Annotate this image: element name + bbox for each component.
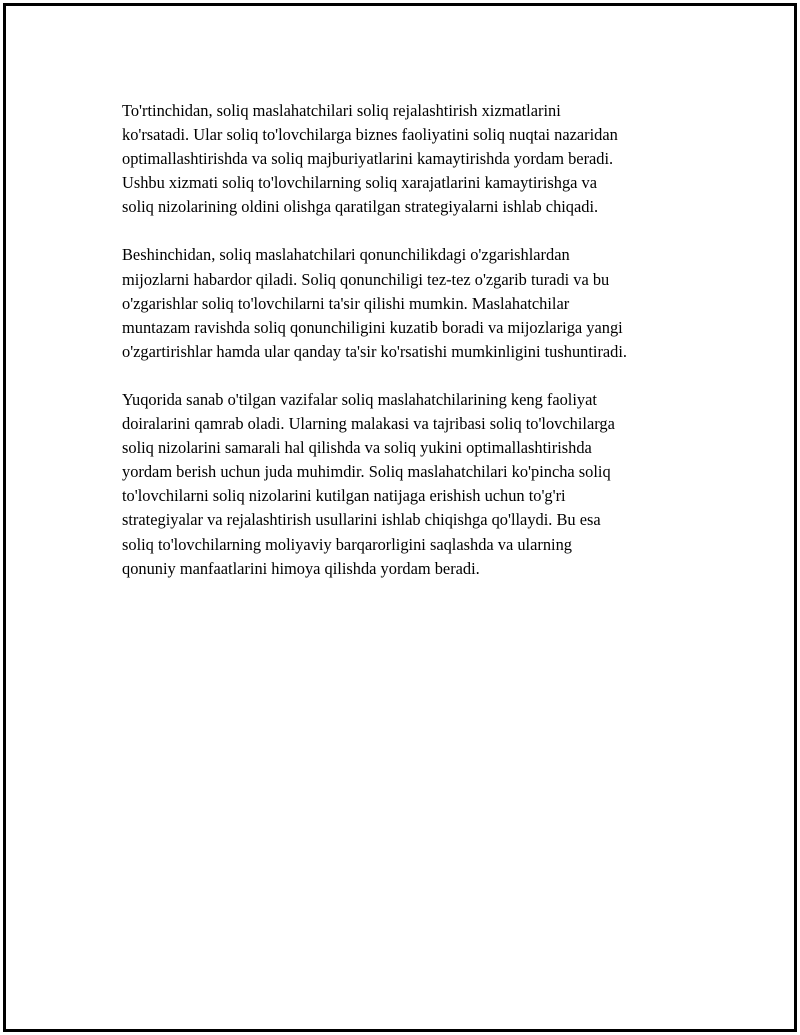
paragraph-line: doiralarini qamrab oladi. Ularning malakasi va tajribasi soliq to'lovchilarga (122, 414, 615, 434)
paragraph-line: o'zgartirishlar hamda ular qanday ta'sir ko'rsatishi mumkinligini tushuntiradi. (122, 341, 628, 361)
paragraph-3 (122, 388, 712, 581)
page-frame (3, 3, 797, 1032)
paragraph-line: strategiyalar va rejalashtirish usullarini ishlab chiqishga qo'llaydi. Bu esa (122, 510, 601, 530)
paragraph-line: o'zgarishlar soliq to'lovchilarni ta'sir qilishi mumkin. Maslahatchilar (122, 293, 570, 313)
paragraph-1 (122, 99, 712, 219)
paragraph-line: qonuniy manfaatlarini himoya qilishda yordam beradi. (122, 558, 480, 578)
document-body (122, 99, 712, 605)
paragraph-2 (122, 243, 712, 363)
paragraph-line: soliq nizolarining oldini olishga qaratilgan strategiyalarni ishlab chiqadi. (122, 197, 599, 217)
paragraph-line: yordam berish uchun juda muhimdir. Soliq maslahatchilari ko'pincha soliq (122, 462, 611, 482)
paragraph-line: to'lovchilarni soliq nizolarini kutilgan natijaga erishish uchun to'g'ri (122, 486, 566, 506)
paragraph-line: muntazam ravishda soliq qonunchiligini kuzatib boradi va mijozlariga yangi (122, 317, 623, 337)
paragraph-line: Yuqorida sanab o'tilgan vazifalar soliq maslahatchilarining keng faoliyat (122, 389, 597, 409)
paragraph-line: To'rtinchidan, soliq maslahatchilari soliq rejalashtirish xizmatlarini (122, 101, 561, 120)
paragraph-line: ko'rsatadi. Ular soliq to'lovchilarga biznes faoliyatini soliq nuqtai nazaridan (122, 125, 618, 145)
paragraph-line: mijozlarni habardor qiladi. Soliq qonunchiligi tez-tez o'zgarib turadi va bu (122, 269, 610, 289)
paragraph-line: soliq to'lovchilarning moliyaviy barqarorligini saqlashda va ularning (122, 534, 572, 554)
paragraph-line: optimallashtirishda va soliq majburiyatlarini kamaytirishda yordam beradi. (122, 149, 614, 169)
paragraph-line: Beshinchidan, soliq maslahatchilari qonunchilikdagi o'zgarishlardan (122, 245, 570, 265)
paragraph-line: Ushbu xizmati soliq to'lovchilarning soliq xarajatlarini kamaytirishga va (122, 173, 597, 193)
paragraph-line: soliq nizolarini samarali hal qilishda va soliq yukini optimallashtirishda (122, 438, 592, 458)
